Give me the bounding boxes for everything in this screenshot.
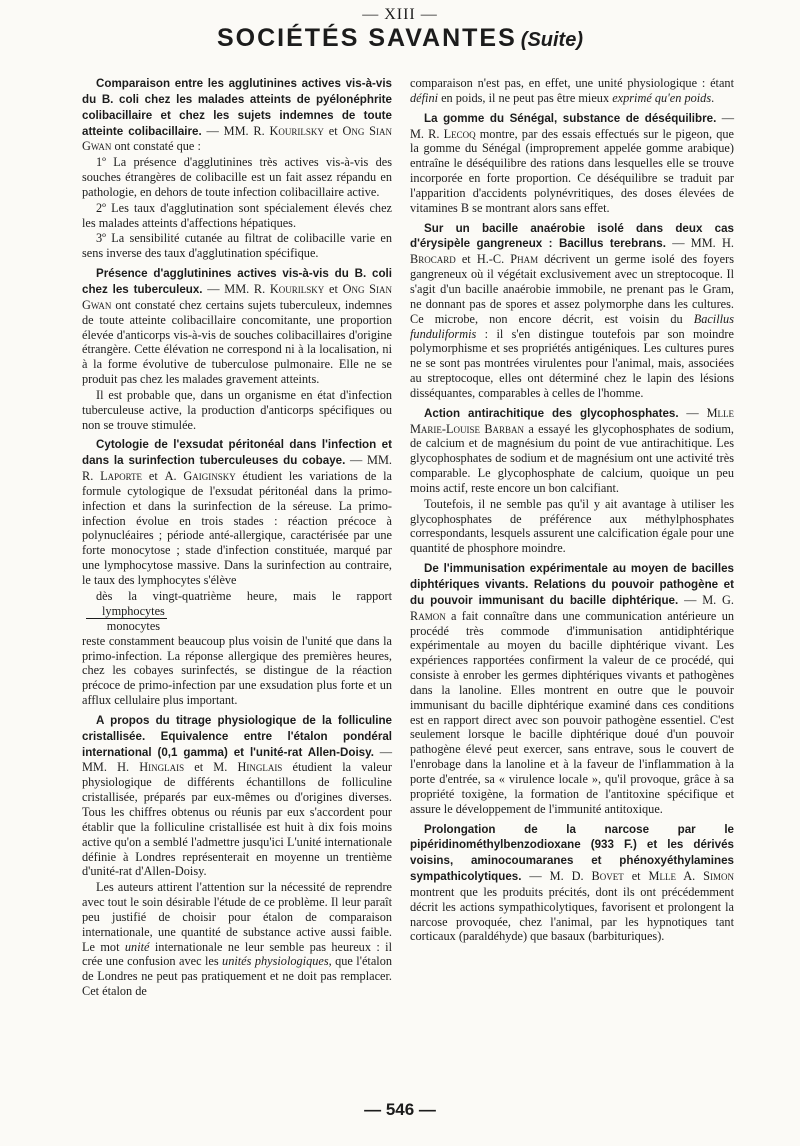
article-gomme-senegal: La gomme du Sénégal, substance de déséquilibre. — M. R. Lecoq montre, par des essais effectués sur le pigeon, que la gomme du Sénégal (improprement appelée gomme arabique) entraîne le déséquilibre des rations dans lesquelles elle se trouve incorporée en forte proportion. Ce déséquilibre se traduit par l'apparition d'accidents polynévritiques, des doses élevées de vitamines B se montrant alors sans effet. xyxy=(410,110,734,215)
article-title: Cytologie de l'exsudat péritonéal dans l'infection et dans la surinfection tuberculeuses du cobaye. xyxy=(82,438,392,468)
author: G. Ramon xyxy=(410,592,735,623)
article-title: Présence d'agglutinines actives vis-à-vis du B. coli chez les tuberculeux. xyxy=(82,267,392,296)
author: H. Hinglais xyxy=(117,760,185,775)
author: R. Laporte xyxy=(82,469,143,484)
author: R. Kourilsky xyxy=(253,281,325,296)
author: R. Kourilsky xyxy=(253,123,324,138)
author: Ong Sian Gwan xyxy=(82,123,392,154)
right-column xyxy=(410,76,734,944)
lymphocyte-monocyte-ratio xyxy=(86,604,167,633)
finding-2: 2º Les taux d'agglutination sont spécialement élevés chez les malades atteints d'affections hépatiques. xyxy=(82,200,392,230)
left-column xyxy=(82,76,392,999)
ratio-denominator: monocytes xyxy=(106,618,161,633)
finding-1: 1º La présence d'agglutinines très actives vis-à-vis des souches étrangères de colibacille est un fait assez répandu en pathologie, en dehors de toute infection colibacillaire active. xyxy=(82,155,392,199)
article-paragraph: Toutefois, il ne semble pas qu'il y ait avantage à utiliser les glycophosphates de préférence aux méthylphosphates correspondants, lesquels assurent une calcification égale pour une quantité de phosphore moindre. xyxy=(410,496,734,556)
article-title: De l'immunisation expérimentale au moyen de bacilles diphtériques vivants. Relations du pouvoir pathogène et du pouvoir immunisant du bacille diphtérique. xyxy=(410,562,734,607)
article-title: Action antirachitique des glycophosphates. xyxy=(424,406,679,420)
author: Mlle A. Simon xyxy=(648,869,734,884)
article-bacillus-terebrans: Sur un bacille anaérobie isolé dans deux cas d'érysipèle gangreneux : Bacillus terebrans. — MM. H. Brocard et H.-C. Pham décrivent un germe isolé des foyers gangreneux où il végétait exclusivement avec un streptocoque. Il s'agit d'un bacille anaérobie immobile, ne prenant pas le Gram, ne donnant pas de spores et assez polymorphe dans les cultures. Ce microbe, non encore décrit, est voisin du Bacillus funduliformis : il s'en distingue toutefois par son moindre polymorphisme et ses propriétés antigéniques. Les cultures pures ne se sont pas montrées virulentes pour l'animal, mais, associées au streptocoque, elles ont déterminé chez le lapin des lésions disséquantes, comparables à celles de l'homme. xyxy=(410,221,734,400)
article-title: Comparaison entre les agglutinines actives vis-à-vis du B. coli chez les malades atteints de pyélonéphrite colibacillaire et chez les sujets indemnes de toute atteinte colibacillaire. xyxy=(82,77,392,138)
section-heading xyxy=(0,24,800,53)
roman-page-folio: — XIII — xyxy=(362,6,438,23)
section-suite: (Suite) xyxy=(520,29,583,51)
article-paragraph: Les auteurs attirent l'attention sur la nécessité de reprendre avec tout le soin désirable l'étude de ce problème. Il leur paraît peu justifié de choisir pour étalon de comparaison internationale, une quantité de substance active aussi faible. Le mot unité internationale ne leur semble pas heureux : il crée une confusion avec les unités physiologiques, que l'étalon de Londres ne peut pas pratiquement et ne doit pas remplacer. Cet étalon de xyxy=(82,880,393,999)
article-narcose: Prolongation de la narcose par le pipéridinométhylbenzodioxane (933 F.) et les dérivés voisins, aminocoumaranes et phénoxyéthylamines sympathicolytiques. — M. D. Bovet et Mlle A. Simon montrent que les produits précités, dont ils ont précédemment décrit les actions sympathicolytiques, favorisent et prolongent la narcose provoquée, chez l'animal, par les hypnotiques tant corticaux (paraldéhyde) que basaux (barbituriques). xyxy=(410,822,734,944)
author: H. Brocard xyxy=(410,236,734,267)
article-agglutinines-tuberculeux: Présence d'agglutinines actives vis-à-vis du B. coli chez les tuberculeux. — MM. R. Kourilsky et Ong Sian Gwan ont constaté chez certains sujets tuberculeux, indemnes de toute atteinte colibacillaire concomitante, une proportion élevée d'anticorps vis-à-vis de souches colibacillaires d'origine étrangère. Cette élévation ne correspond ni à la localisation, ni à la forme évolutive de tuberculose pulmonaire. Elle ne se produit pas chez les malades gravement atteints. xyxy=(82,267,392,387)
author: D. Bovet xyxy=(571,869,624,884)
article-immunisation-diphterique: De l'immunisation expérimentale au moyen de bacilles diphtériques vivants. Relations du pouvoir pathogène et du pouvoir immunisant du bacille diphtérique. — M. G. Ramon a fait connaître dans une communication antérieure un procédé très commode d'immunisation antidiphtérique expérimentale au moyen du bacille diphtérique vivant. Les expériences rapportées confirment la valeur de ce procédé, qui consiste à enrober les germes diphtériques vivants et pathogènes dans la lanoline. Elles montrent en outre que le pouvoir immunisant du bacille diphtérique examiné dans ces conditions est en rapport direct avec son pouvoir pathogène essentiel. C'est seulement lorsque le bacille diphtérique doué d'un pouvoir pathogène élevé peut exercer, sans entrave, sous le couvert de l'enrobage dans la lanoline et à la faveur de l'inflammation à la porte d'entrée, sa « virulence locale », qu'il provoque, grâce à sa propriété toxigène, la formation de l'antitoxine spécifique et assure le développement de l'immunité antitoxique. xyxy=(410,562,735,816)
article-title: Prolongation de la narcose par le pipéridinométhylbenzodioxane (933 F.) et les dérivés voisins, aminocoumaranes et phénoxyéthylamines sympathicolytiques. xyxy=(410,822,734,884)
article-paragraph: Il est probable que, dans un organisme en état d'infection tuberculeuse active, la production d'anticorps spécifiques ou non se trouve stimulée. xyxy=(82,387,392,432)
article-agglutinines-pyelonephrite: Comparaison entre les agglutinines actives vis-à-vis du B. coli chez les malades atteints de pyélonéphrite colibacillaire et chez les sujets indemnes de toute atteinte colibacillaire. — MM. R. Kourilsky et Ong Sian Gwan ont constaté que : xyxy=(82,77,392,154)
article-title: A propos du titrage physiologique de la folliculine cristallisée. Equivalence entre l'étalon pondéral international (0,1 gamma) et l'unité-rat Allen-Doisy. xyxy=(82,713,392,759)
author: A. Gaiginsky xyxy=(164,469,236,484)
article-title: La gomme du Sénégal, substance de déséquilibre. xyxy=(424,111,717,125)
author: Ong Sian Gwan xyxy=(82,281,392,312)
section-title: SOCIÉTÉS SAVANTES xyxy=(216,24,517,52)
fraction-line: dès la vingt-quatrième heure, mais le rapport $\frac{\text{lymphocytes}}{\text{monocytes}}$ xyxy=(82,589,392,633)
continued-paragraph: comparaison n'est pas, en effet, une unité physiologique : étant défini en poids, il ne peut pas être mieux exprimé qu'en poids. xyxy=(410,76,734,105)
ratio-numerator: lymphocytes xyxy=(86,604,167,619)
author: Mlle Marie-Louise Barban xyxy=(410,405,734,436)
article-title: Sur un bacille anaérobie isolé dans deux cas d'érysipèle gangreneux : Bacillus terebrans. xyxy=(410,221,734,251)
author: M. Hinglais xyxy=(213,760,283,775)
article-cytologie-exsudat: Cytologie de l'exsudat péritonéal dans l'infection et dans la surinfection tuberculeuses du cobaye. — MM. R. Laporte et A. Gaiginsky étudient les variations de la formule cytologique de l'exsudat péritonéal dans la primo-infection et dans la surinfection de la séreuse. La primo-infection évolue en trois stades : réaction précoce à polynucléaires ; période anté-allergique, caractérisée par une forte monocytose ; stade d'infection constituée, marqué par une lymphocytose massive. Dans la surinfection au contraire, le taux des lymphocytes s'élève xyxy=(82,438,392,587)
article-folliculine: A propos du titrage physiologique de la folliculine cristallisée. Equivalence entre l'étalon pondéral international (0,1 gamma) et l'unité-rat Allen-Doisy. — MM. H. Hinglais et M. Hinglais étudient la valeur physiologique de différents échantillons de folliculine cristallisée, préparés par eux-mêmes ou d'origines diverses. Tous les chiffres obtenus ou réunis par eux s'accordent pour établir que la folliculine cristallisée est huit à dix fois moins active qu'on a semblé l'admettre jusqu'ici L'unité internationale définie à Londres représenterait en moyenne un trentième d'unité-rat d'Allen-Doisy. xyxy=(82,713,392,879)
finding-3: 3º La sensibilité cutanée au filtrat de colibacille varie en sens inverse des taux d'agglutination spécifique. xyxy=(82,231,392,261)
author: H.-C. Pham xyxy=(476,252,539,267)
page-number: — 546 — xyxy=(364,1100,436,1119)
article-glycophosphates: Action antirachitique des glycophosphates. — Mlle Marie-Louise Barban a essayé les glycophosphates de sodium, de calcium et de magnésium du point de vue antirachitique. Les glycophosphates de sodium et de magnésium ont une activité très comparable. Le glycophosphate de calcium, quoique un peu moins actif, reste encore un bon calcifiant. xyxy=(410,405,734,495)
author: R. Lecoq xyxy=(428,126,476,141)
article-paragraph: reste constamment beaucoup plus voisin de l'unité que dans la primo-infection. La réponse allergique des premières heures, chez les cobayes surinfectés, se distingue de la réaction précoce de primo-infection par une exsudation plus forte et un afflux cellulaire plus important. xyxy=(82,633,392,708)
